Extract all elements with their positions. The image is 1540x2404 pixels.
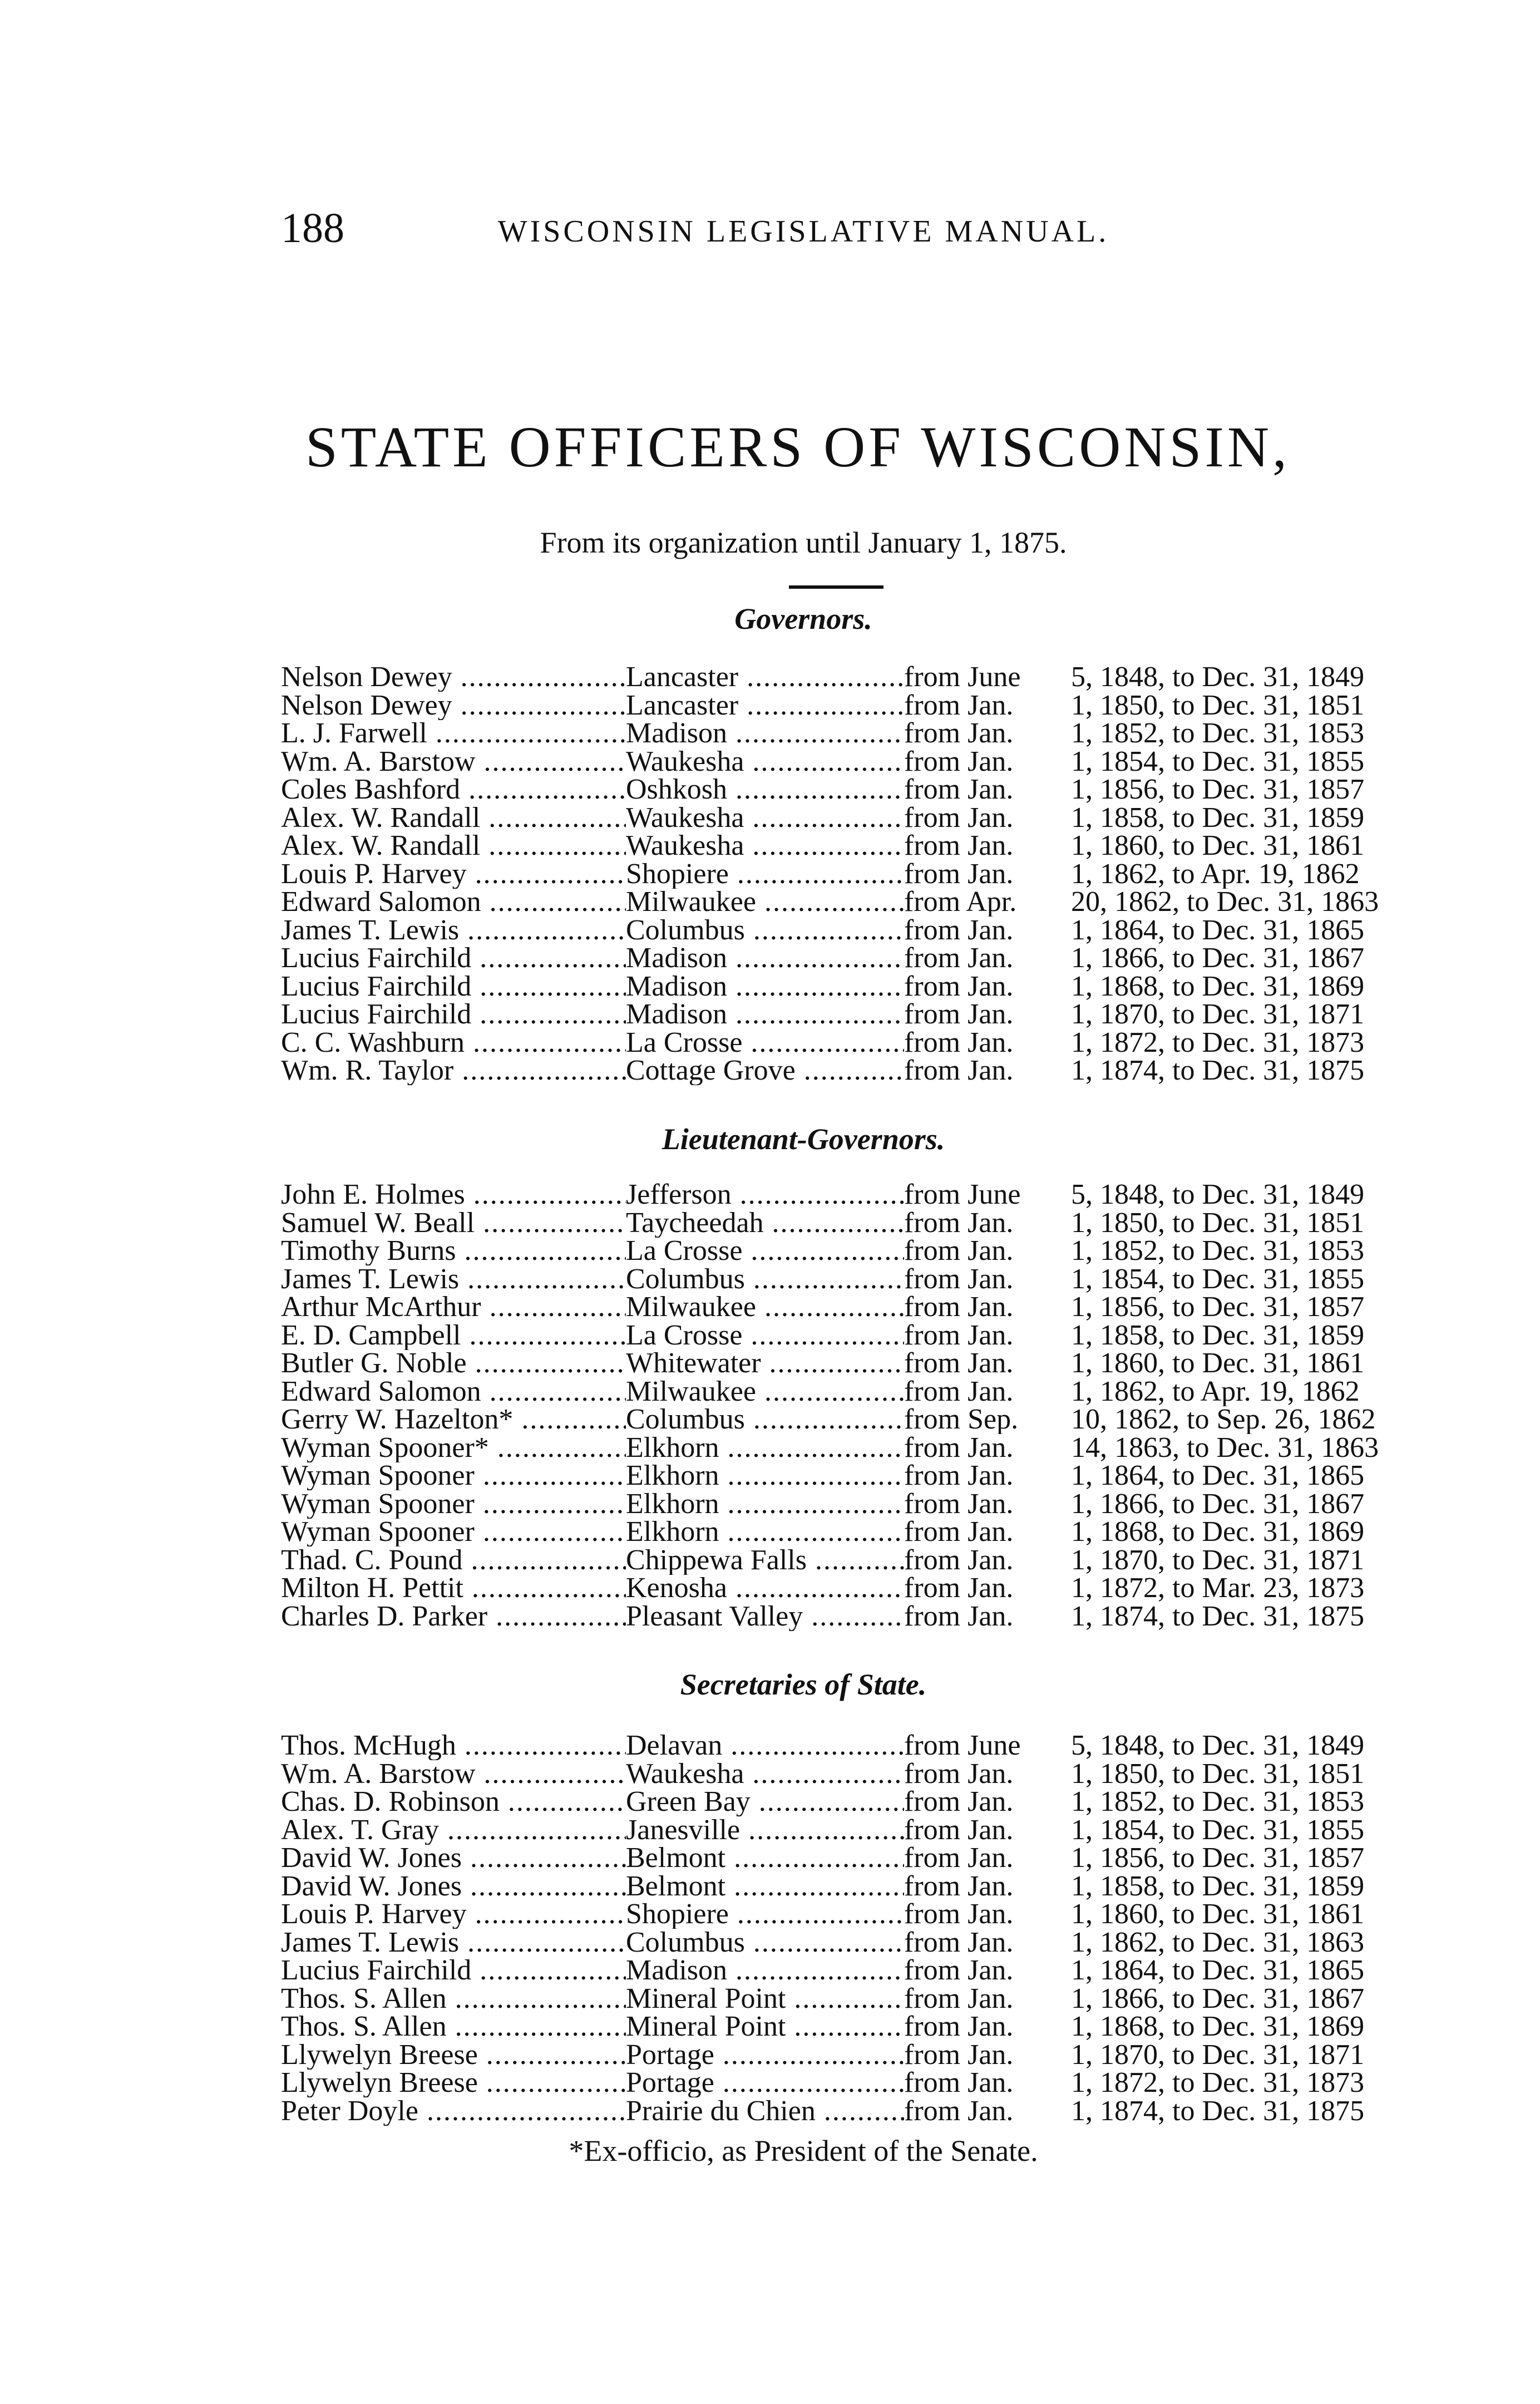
term-start-month: from Jan. <box>904 1028 1014 1057</box>
term-start-month: from Jan. <box>904 1602 1014 1631</box>
officer-row <box>281 1985 1394 2013</box>
officer-row <box>281 1873 1394 1901</box>
officer-row <box>281 1462 1394 1490</box>
officer-row <box>281 1209 1394 1238</box>
term-start-month: from Jan. <box>904 1900 1014 1929</box>
officer-row <box>281 1788 1394 1816</box>
term-dates: 1, 1864, to Dec. 31, 1865 <box>1071 1461 1365 1491</box>
term-start-month: from Jan. <box>904 944 1014 973</box>
officer-row <box>281 1181 1394 1209</box>
term-start-month: from Jan. <box>904 803 1014 832</box>
term-start-month: from Jan. <box>904 1759 1014 1789</box>
officer-row <box>281 1574 1394 1603</box>
term-start-month: from Jan. <box>904 1545 1014 1575</box>
officer-row <box>281 1844 1394 1873</box>
term-dates: 1, 1866, to Dec. 31, 1867 <box>1071 1984 1365 2013</box>
officer-residence: La Crosse ..... <box>626 1237 904 1265</box>
officer-name: Nelson Dewey ..... <box>281 691 626 720</box>
officer-row <box>281 1929 1394 1957</box>
term-dates: 1, 1854, to Dec. 31, 1855 <box>1071 747 1365 776</box>
term-dates: 1, 1868, to Dec. 31, 1869 <box>1071 972 1365 1001</box>
term-dates: 5, 1848, to Dec. 31, 1849 <box>1071 1180 1365 1210</box>
officer-residence: Waukesha ..... <box>626 1760 904 1789</box>
secretaries-of-state-list <box>281 1732 1394 2125</box>
term-start-month: from Jan. <box>904 2096 1014 2126</box>
governors-list <box>281 663 1394 1085</box>
officer-residence: Milwaukee ..... <box>626 1377 904 1406</box>
officer-residence: Madison ..... <box>626 1956 904 1985</box>
officer-row <box>281 1434 1394 1462</box>
term-dates: 1, 1862, to Apr. 19, 1862 <box>1071 1377 1360 1406</box>
officer-row <box>281 1237 1394 1265</box>
officer-residence: Taycheedah ..... <box>626 1209 904 1238</box>
term-start-month: from Jan. <box>904 1815 1014 1845</box>
term-start-month: from Jan. <box>904 1489 1014 1519</box>
officer-row <box>281 1265 1394 1294</box>
term-dates: 1, 1850, to Dec. 31, 1851 <box>1071 1208 1365 1238</box>
officer-row <box>281 973 1394 1001</box>
term-start-month: from Jan. <box>904 1844 1014 1873</box>
section-heading-secretaries-of-state: Secretaries of State. <box>680 1668 927 1701</box>
officer-name: Alex. W. Randall ..... <box>281 831 626 860</box>
officer-name: John E. Holmes ..... <box>281 1180 626 1209</box>
officer-name: Wyman Spooner ..... <box>281 1461 626 1490</box>
officer-name: Lucius Fairchild ..... <box>281 1000 626 1029</box>
term-dates: 1, 1870, to Dec. 31, 1871 <box>1071 1545 1365 1575</box>
officer-residence: Madison ..... <box>626 944 904 973</box>
term-dates: 1, 1874, to Dec. 31, 1875 <box>1071 1056 1365 1086</box>
term-dates: 1, 1852, to Dec. 31, 1853 <box>1071 1237 1365 1266</box>
officer-row <box>281 1406 1394 1434</box>
term-start-month: from Jan. <box>904 1237 1014 1266</box>
officer-row <box>281 2041 1394 2070</box>
officer-residence: Shopiere ..... <box>626 1900 904 1929</box>
officer-name: Chas. D. Robinson ..... <box>281 1787 626 1816</box>
term-dates: 10, 1862, to Sep. 26, 1862 <box>1071 1405 1376 1435</box>
term-dates: 1, 1856, to Dec. 31, 1857 <box>1071 1293 1365 1322</box>
officer-row <box>281 1518 1394 1546</box>
officer-row <box>281 1029 1394 1057</box>
term-dates: 1, 1866, to Dec. 31, 1867 <box>1071 1489 1365 1519</box>
term-start-month: from Jan. <box>904 719 1014 748</box>
officer-residence: Delavan ..... <box>626 1731 904 1760</box>
officer-name: Wyman Spooner* ..... <box>281 1433 626 1462</box>
officer-residence: Elkhorn ..... <box>626 1518 904 1546</box>
officer-row <box>281 1293 1394 1322</box>
officer-row <box>281 1760 1394 1789</box>
term-start-month: from Jan. <box>904 1984 1014 2013</box>
officer-name: Coles Bashford ..... <box>281 775 626 804</box>
term-dates: 1, 1858, to Dec. 31, 1859 <box>1071 1321 1365 1350</box>
officer-row <box>281 1057 1394 1085</box>
officer-residence: Columbus ..... <box>626 916 904 945</box>
term-dates: 1, 1872, to Mar. 23, 1873 <box>1071 1574 1365 1603</box>
term-dates: 1, 1860, to Dec. 31, 1861 <box>1071 831 1365 861</box>
term-start-month: from Jan. <box>904 2040 1014 2070</box>
officer-residence: Elkhorn ..... <box>626 1461 904 1490</box>
officer-residence: Kenosha ..... <box>626 1574 904 1603</box>
term-start-month: from Jan. <box>904 1293 1014 1322</box>
term-start-month: from Jan. <box>904 1871 1014 1901</box>
officer-residence: Mineral Point ..... <box>626 2012 904 2041</box>
officer-name: Thos. S. Allen ..... <box>281 2012 626 2041</box>
term-dates: 1, 1874, to Dec. 31, 1875 <box>1071 2096 1365 2126</box>
officer-name: Lucius Fairchild ..... <box>281 1956 626 1985</box>
officer-residence: Oshkosh ..... <box>626 775 904 804</box>
officer-name: L. J. Farwell ..... <box>281 719 626 748</box>
officer-name: Edward Salomon ..... <box>281 1377 626 1406</box>
officer-name: Wm. A. Barstow ..... <box>281 747 626 776</box>
term-start-month: from Jan. <box>904 859 1014 889</box>
officer-row <box>281 1603 1394 1631</box>
officer-name: Gerry W. Hazelton* ..... <box>281 1405 626 1434</box>
term-start-month: from Jan. <box>904 2068 1014 2098</box>
officer-name: E. D. Campbell ..... <box>281 1321 626 1350</box>
page-title: STATE OFFICERS OF WISCONSIN, <box>305 415 1291 479</box>
page-subtitle: From its organization until January 1, 1875. <box>540 526 1067 559</box>
term-dates: 1, 1856, to Dec. 31, 1857 <box>1071 1844 1365 1873</box>
officer-row <box>281 1490 1394 1519</box>
officer-residence: Pleasant Valley ..... <box>626 1602 904 1631</box>
officer-name: Wyman Spooner ..... <box>281 1490 626 1519</box>
officer-residence: Elkhorn ..... <box>626 1490 904 1519</box>
officer-row <box>281 2069 1394 2097</box>
officer-residence: Waukesha ..... <box>626 747 904 776</box>
officer-residence: Green Bay ..... <box>626 1787 904 1816</box>
officer-residence: Waukesha ..... <box>626 804 904 832</box>
officer-residence: Portage ..... <box>626 2068 904 2097</box>
term-dates: 1, 1860, to Dec. 31, 1861 <box>1071 1900 1365 1929</box>
term-start-month: from Jan. <box>904 691 1014 720</box>
officer-row <box>281 1001 1394 1029</box>
officer-row <box>281 944 1394 973</box>
term-dates: 1, 1850, to Dec. 31, 1851 <box>1071 1759 1365 1789</box>
officer-residence: Belmont ..... <box>626 1872 904 1901</box>
term-start-month: from Jan. <box>904 1574 1014 1603</box>
term-dates: 1, 1864, to Dec. 31, 1865 <box>1071 915 1365 945</box>
officer-row <box>281 1816 1394 1845</box>
officer-name: Samuel W. Beall ..... <box>281 1209 626 1238</box>
officer-residence: Madison ..... <box>626 719 904 748</box>
term-start-month: from Jan. <box>904 747 1014 776</box>
term-dates: 1, 1852, to Dec. 31, 1853 <box>1071 719 1365 748</box>
term-dates: 20, 1862, to Dec. 31, 1863 <box>1071 888 1379 917</box>
term-start-month: from Jan. <box>904 1349 1014 1378</box>
officer-row <box>281 1957 1394 1985</box>
term-start-month: from Jan. <box>904 831 1014 861</box>
term-start-month: from Jan. <box>904 972 1014 1001</box>
officer-name: Peter Doyle ..... <box>281 2097 626 2126</box>
officer-residence: Milwaukee ..... <box>626 1293 904 1322</box>
officer-residence: Jefferson ..... <box>626 1180 904 1209</box>
term-dates: 5, 1848, to Dec. 31, 1849 <box>1071 663 1365 692</box>
officer-name: Wm. R. Taylor ..... <box>281 1056 626 1085</box>
officer-residence: Chippewa Falls ..... <box>626 1546 904 1575</box>
officer-name: Louis P. Harvey ..... <box>281 1900 626 1929</box>
officer-row <box>281 832 1394 860</box>
term-dates: 1, 1870, to Dec. 31, 1871 <box>1071 2040 1365 2070</box>
officer-name: Nelson Dewey ..... <box>281 663 626 692</box>
officer-row <box>281 2097 1394 2126</box>
term-dates: 1, 1874, to Dec. 31, 1875 <box>1071 1602 1365 1631</box>
officer-residence: Waukesha ..... <box>626 831 904 860</box>
term-dates: 1, 1872, to Dec. 31, 1873 <box>1071 2068 1365 2098</box>
section-heading-governors: Governors. <box>734 602 872 636</box>
term-dates: 1, 1858, to Dec. 31, 1859 <box>1071 803 1365 832</box>
officer-name: Thos. S. Allen ..... <box>281 1984 626 2013</box>
officer-row <box>281 663 1394 692</box>
officer-name: Alex. W. Randall ..... <box>281 804 626 832</box>
lieutenant-governors-list <box>281 1181 1394 1630</box>
officer-residence: La Crosse ..... <box>626 1321 904 1350</box>
officer-row <box>281 1378 1394 1406</box>
term-start-month: from Jan. <box>904 1321 1014 1350</box>
term-start-month: from Jan. <box>904 1377 1014 1406</box>
term-dates: 1, 1852, to Dec. 31, 1853 <box>1071 1787 1365 1817</box>
officer-residence: Whitewater ..... <box>626 1349 904 1378</box>
page-number: 188 <box>281 205 344 252</box>
officer-residence: Cottage Grove ..... <box>626 1056 904 1085</box>
section-heading-lieutenant-governors: Lieutenant-Governors. <box>662 1122 945 1156</box>
term-start-month: from Jan. <box>904 1000 1014 1029</box>
term-dates: 1, 1858, to Dec. 31, 1859 <box>1071 1871 1365 1901</box>
officer-row <box>281 2013 1394 2041</box>
officer-row <box>281 860 1394 889</box>
officer-residence: Columbus ..... <box>626 1928 904 1957</box>
officer-name: Timothy Burns ..... <box>281 1237 626 1265</box>
term-start-month: from Jan. <box>904 1056 1014 1086</box>
term-dates: 1, 1850, to Dec. 31, 1851 <box>1071 691 1365 720</box>
term-start-month: from Jan. <box>904 2012 1014 2042</box>
term-start-month: from Jan. <box>904 1956 1014 1986</box>
officer-row <box>281 692 1394 720</box>
officer-name: James T. Lewis ..... <box>281 1265 626 1294</box>
term-dates: 14, 1863, to Dec. 31, 1863 <box>1071 1433 1379 1462</box>
officer-residence: Mineral Point ..... <box>626 1984 904 2013</box>
term-dates: 1, 1864, to Dec. 31, 1865 <box>1071 1956 1365 1986</box>
officer-row <box>281 888 1394 917</box>
officer-residence: Prairie du Chien ..... <box>626 2097 904 2126</box>
officer-name: Llywelyn Breese ..... <box>281 2041 626 2070</box>
title-rule <box>789 585 883 589</box>
officer-row <box>281 917 1394 945</box>
term-dates: 1, 1860, to Dec. 31, 1861 <box>1071 1349 1365 1378</box>
officer-name: Thad. C. Pound ..... <box>281 1546 626 1575</box>
officer-row <box>281 804 1394 832</box>
term-dates: 1, 1868, to Dec. 31, 1869 <box>1071 2012 1365 2042</box>
officer-row <box>281 1322 1394 1350</box>
officer-name: Alex. T. Gray ..... <box>281 1816 626 1845</box>
term-start-month: from June <box>904 1731 1021 1761</box>
term-start-month: from Jan. <box>904 1433 1014 1462</box>
officer-residence: Elkhorn ..... <box>626 1433 904 1462</box>
term-dates: 1, 1856, to Dec. 31, 1857 <box>1071 775 1365 805</box>
term-dates: 1, 1854, to Dec. 31, 1855 <box>1071 1264 1365 1294</box>
officer-name: Milton H. Pettit ..... <box>281 1574 626 1603</box>
officer-row <box>281 748 1394 776</box>
officer-residence: Portage ..... <box>626 2041 904 2070</box>
officer-name: David W. Jones ..... <box>281 1844 626 1873</box>
term-start-month: from Jan. <box>904 1461 1014 1491</box>
officer-residence: Lancaster ..... <box>626 663 904 692</box>
term-start-month: from Jan. <box>904 1928 1014 1957</box>
officer-residence: Columbus ..... <box>626 1265 904 1294</box>
term-start-month: from Jan. <box>904 1518 1014 1547</box>
officer-residence: Shopiere ..... <box>626 860 904 889</box>
running-head: WISCONSIN LEGISLATIVE MANUAL. <box>497 214 1109 249</box>
officer-residence: Columbus ..... <box>626 1405 904 1434</box>
term-dates: 1, 1870, to Dec. 31, 1871 <box>1071 1000 1365 1029</box>
term-dates: 1, 1872, to Dec. 31, 1873 <box>1071 1028 1365 1057</box>
officer-name: Butler G. Noble ..... <box>281 1349 626 1378</box>
officer-name: James T. Lewis ..... <box>281 916 626 945</box>
officer-name: Lucius Fairchild ..... <box>281 972 626 1001</box>
term-start-month: from Jan. <box>904 1787 1014 1817</box>
officer-name: Thos. McHugh ..... <box>281 1731 626 1760</box>
term-start-month: from June <box>904 1180 1021 1210</box>
officer-name: James T. Lewis ..... <box>281 1928 626 1957</box>
officer-row <box>281 1732 1394 1760</box>
term-dates: 1, 1862, to Dec. 31, 1863 <box>1071 1928 1365 1957</box>
officer-name: Wyman Spooner ..... <box>281 1518 626 1546</box>
officer-residence: La Crosse ..... <box>626 1028 904 1057</box>
officer-residence: Madison ..... <box>626 1000 904 1029</box>
term-dates: 1, 1854, to Dec. 31, 1855 <box>1071 1815 1365 1845</box>
officer-name: David W. Jones ..... <box>281 1872 626 1901</box>
term-dates: 1, 1862, to Apr. 19, 1862 <box>1071 859 1360 889</box>
officer-name: Lucius Fairchild ..... <box>281 944 626 973</box>
officer-name: Arthur McArthur ..... <box>281 1293 626 1322</box>
officer-name: Wm. A. Barstow ..... <box>281 1760 626 1789</box>
officer-row <box>281 1349 1394 1378</box>
officer-name: Louis P. Harvey ..... <box>281 860 626 889</box>
officer-row <box>281 776 1394 804</box>
term-start-month: from Jan. <box>904 1208 1014 1238</box>
officer-residence: Lancaster ..... <box>626 691 904 720</box>
term-dates: 1, 1866, to Dec. 31, 1867 <box>1071 944 1365 973</box>
officer-row <box>281 720 1394 748</box>
officer-residence: Milwaukee ..... <box>626 888 904 917</box>
officer-name: Edward Salomon ..... <box>281 888 626 917</box>
term-start-month: from Jan. <box>904 1264 1014 1294</box>
officer-residence: Madison ..... <box>626 972 904 1001</box>
officer-residence: Janesville ..... <box>626 1816 904 1845</box>
term-start-month: from Apr. <box>904 888 1017 917</box>
term-dates: 5, 1848, to Dec. 31, 1849 <box>1071 1731 1365 1761</box>
officer-name: Llywelyn Breese ..... <box>281 2068 626 2097</box>
term-start-month: from Jan. <box>904 915 1014 945</box>
officer-row <box>281 1900 1394 1929</box>
officer-name: C. C. Washburn ..... <box>281 1028 626 1057</box>
officer-residence: Belmont ..... <box>626 1844 904 1873</box>
footnote: *Ex-officio, as President of the Senate. <box>569 2134 1038 2167</box>
term-start-month: from Sep. <box>904 1405 1019 1435</box>
term-dates: 1, 1868, to Dec. 31, 1869 <box>1071 1518 1365 1547</box>
officer-row <box>281 1546 1394 1575</box>
term-start-month: from June <box>904 663 1021 692</box>
term-start-month: from Jan. <box>904 775 1014 805</box>
officer-name: Charles D. Parker ..... <box>281 1602 626 1631</box>
